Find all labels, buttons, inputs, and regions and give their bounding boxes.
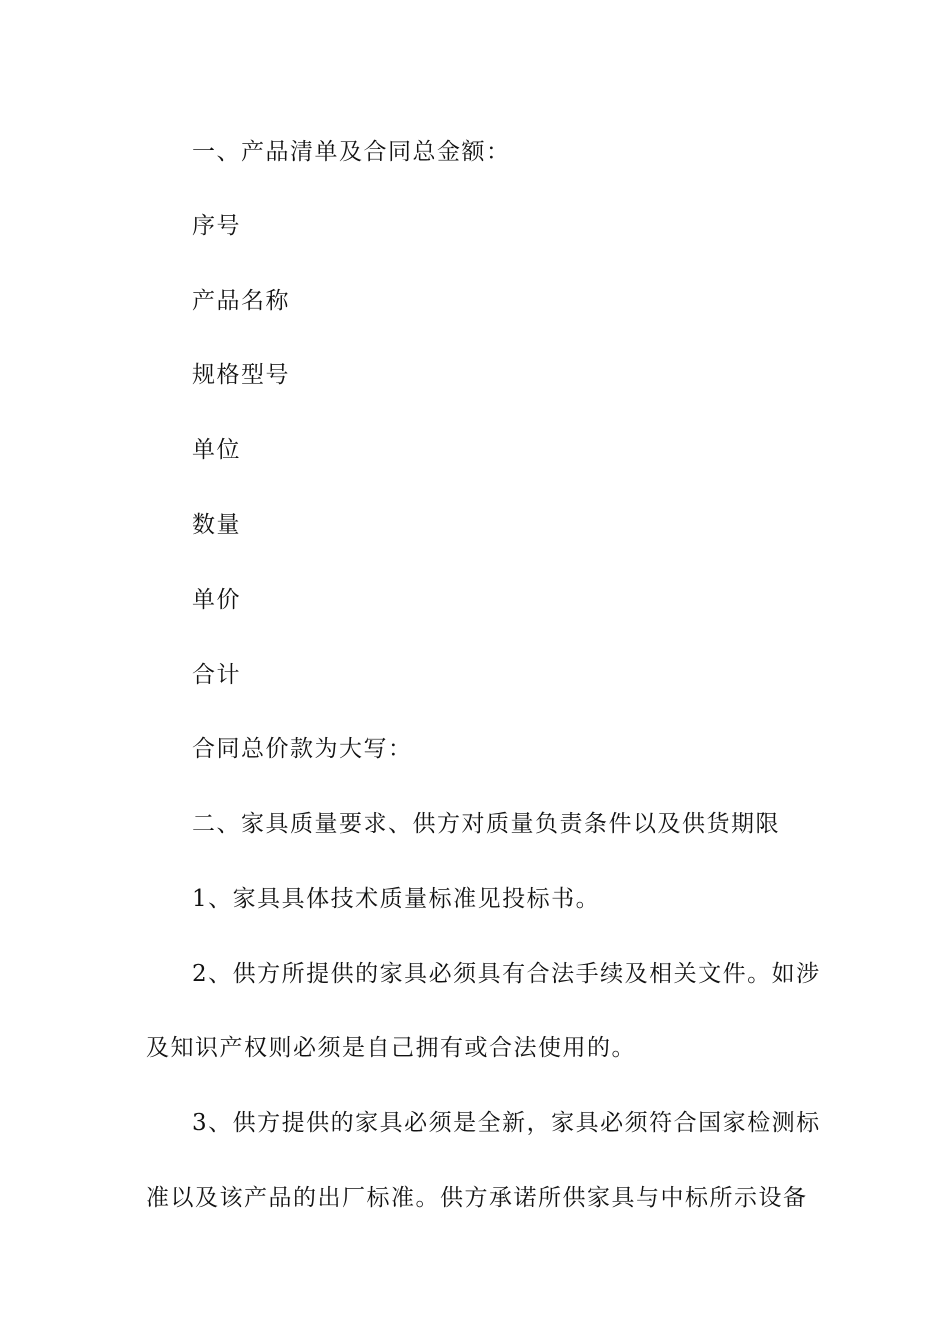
paragraph-item-2-line-2: 及知识产权则必须是自己拥有或合法使用的。 — [146, 1035, 636, 1061]
section-heading-quality-requirements: 二、家具质量要求、供方对质量负责条件以及供货期限 — [192, 811, 780, 837]
paragraph-item-3-line-2: 准以及该产品的出厂标准。供方承诺所供家具与中标所示设备 — [146, 1185, 808, 1211]
field-label-total: 合计 — [192, 662, 241, 688]
field-label-serial-number: 序号 — [192, 213, 241, 239]
field-label-quantity: 数量 — [192, 512, 241, 538]
paragraph-item-2-line-1: 2、供方所提供的家具必须具有合法手续及相关文件。如涉 — [192, 961, 821, 987]
field-label-total-amount-words: 合同总价款为大写： — [192, 736, 413, 762]
field-label-product-name: 产品名称 — [192, 288, 290, 314]
field-label-unit: 单位 — [192, 437, 241, 463]
paragraph-item-3-line-1: 3、供方提供的家具必须是全新，家具必须符合国家检测标 — [192, 1110, 821, 1136]
field-label-unit-price: 单价 — [192, 587, 241, 613]
paragraph-item-1: 1、家具具体技术质量标准见投标书。 — [192, 886, 601, 912]
section-heading-product-list: 一、产品清单及合同总金额： — [192, 139, 511, 165]
field-label-spec-model: 规格型号 — [192, 362, 290, 388]
